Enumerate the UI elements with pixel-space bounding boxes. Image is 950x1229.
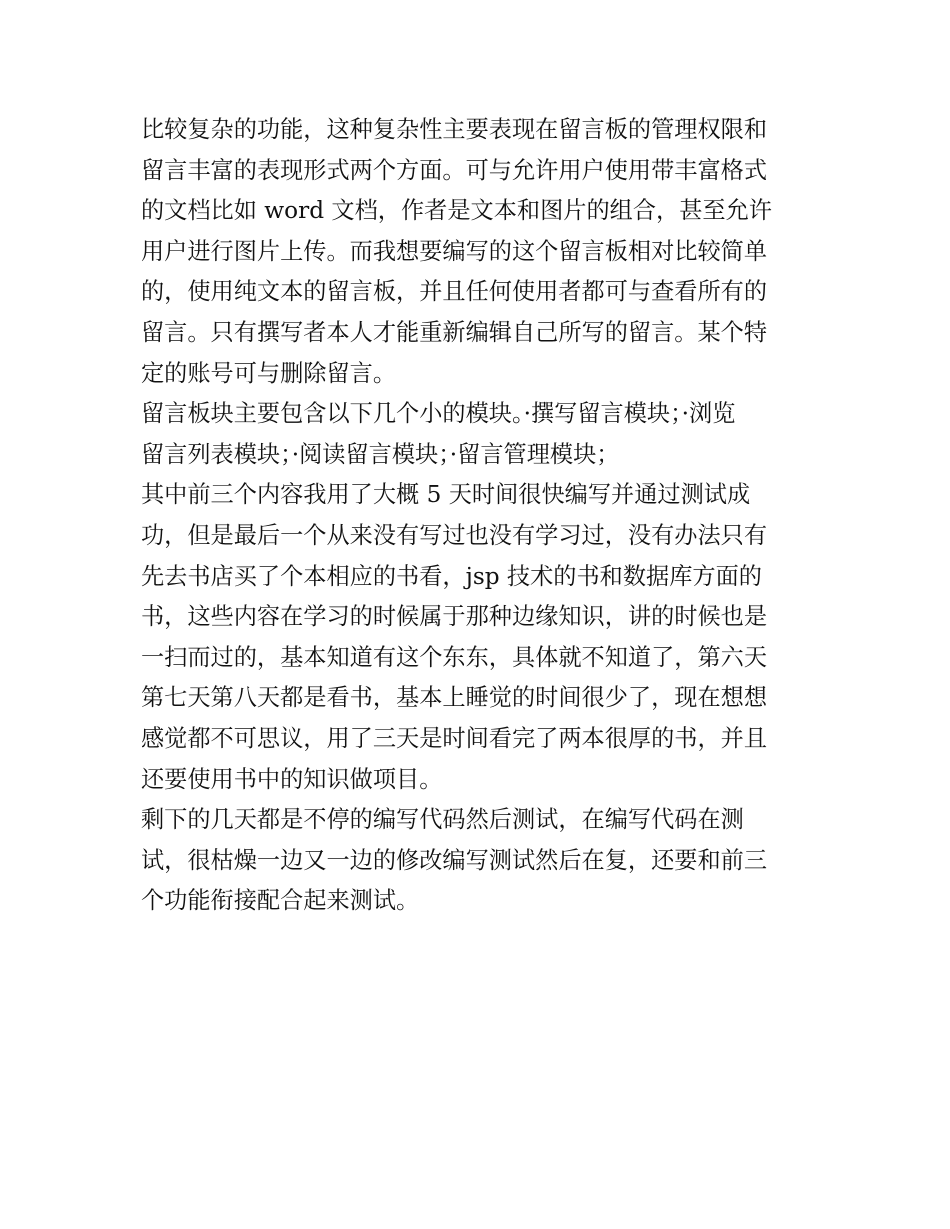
text-line: 剩下的几天都是不停的编写代码然后测试，在编写代码在测: [141, 806, 744, 834]
text-line: 比较复杂的功能，这种复杂性主要表现在留言板的管理权限和: [141, 116, 768, 143]
text-line: 的，使用纯文本的留言板，并且任何使用者都可与查看所有的: [141, 278, 768, 306]
text-line: 还要使用书中的知识做项目。: [141, 765, 443, 793]
text-line: 感觉都不可思议，用了三天是时间看完了两本很厚的书，并且: [141, 724, 768, 752]
text-line: 试，很枯燥一边又一边的修改编写测试然后在复，还要和前三: [141, 846, 768, 874]
text-line: 定的账号可与删除留言。: [141, 359, 397, 387]
text-line: 留言。只有撰写者本人才能重新编辑自己所写的留言。某个特: [141, 318, 768, 346]
text-line: 第七天第八天都是看书，基本上睡觉的时间很少了，现在想想: [141, 684, 768, 712]
text-line: 书，这些内容在学习的时候属于那种边缘知识，讲的时候也是: [141, 603, 768, 631]
text-line: 的文档比如 word 文档，作者是文本和图片的组合，甚至允许: [141, 197, 772, 225]
text-line: 其中前三个内容我用了大概 5 天时间很快编写并通过测试成: [141, 481, 751, 509]
text-line: 功，但是最后一个从来没有写过也没有学习过，没有办法只有: [141, 521, 768, 549]
text-line: 先去书店买了个本相应的书看，jsp 技术的书和数据库方面的: [141, 562, 762, 590]
text-line: 留言丰富的表现形式两个方面。可与允许用户使用带丰富格式: [141, 156, 768, 184]
text-line: 留言列表模块；·阅读留言模块；·留言管理模块；: [141, 440, 620, 468]
text-line: 个功能衔接配合起来测试。: [141, 887, 420, 915]
text-line: 一扫而过的，基本知道有这个东东，具体就不知道了，第六天: [141, 643, 768, 671]
text-line: 留言板块主要包含以下几个小的模块。·撰写留言模块；·浏览: [141, 400, 736, 428]
document-body: [141, 110, 821, 922]
text-line: 用户进行图片上传。而我想要编写的这个留言板相对比较简单: [141, 237, 768, 265]
